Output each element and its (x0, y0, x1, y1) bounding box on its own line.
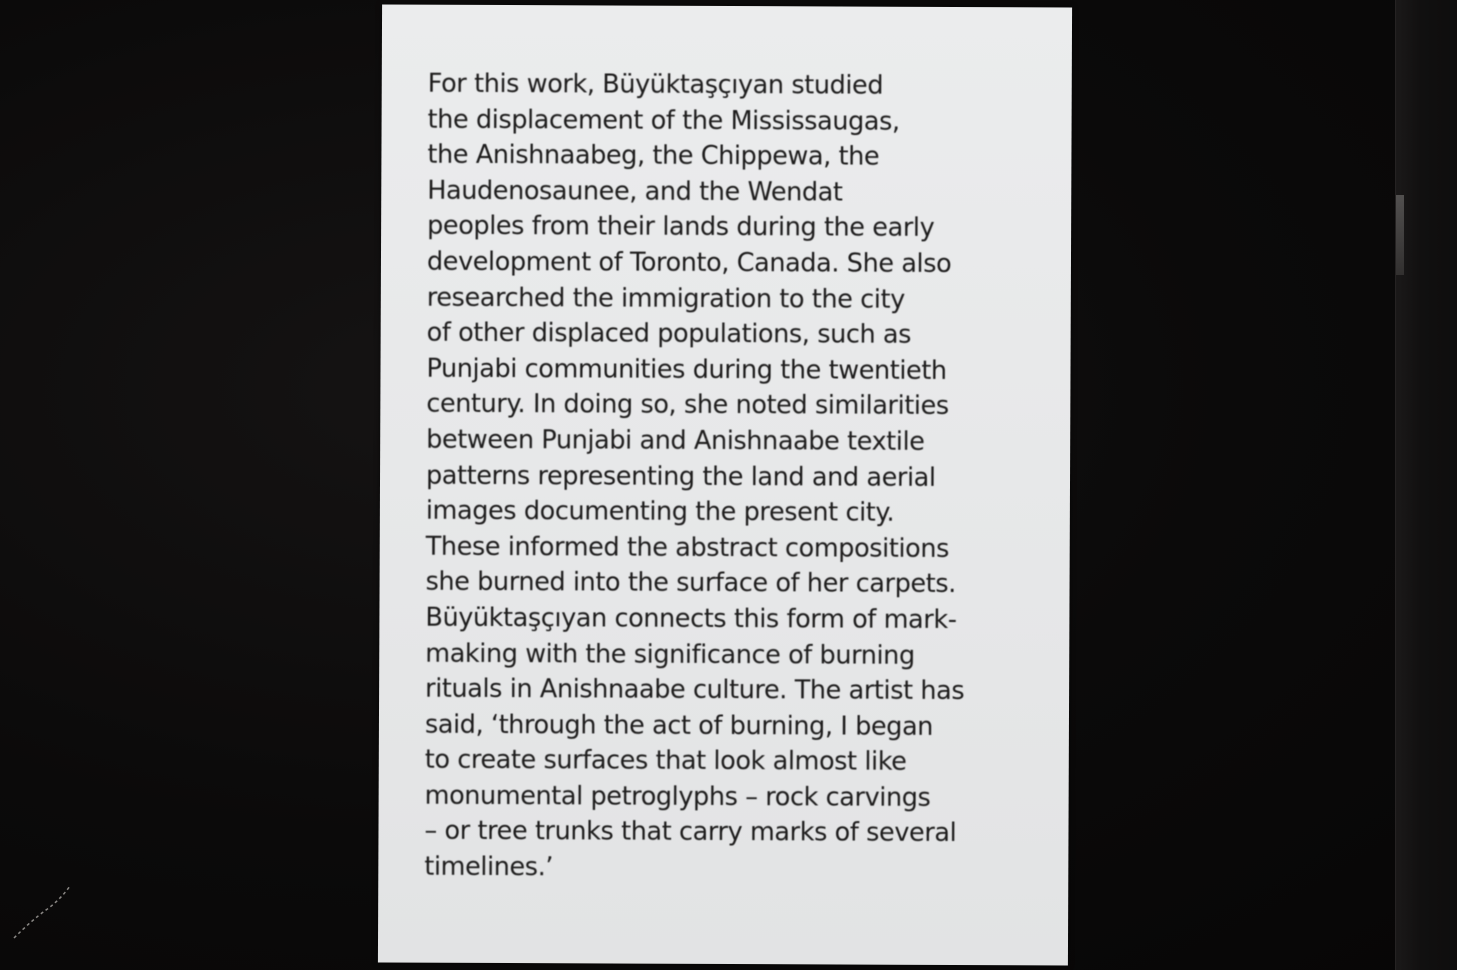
label-line: century. In doing so, she noted similarities (426, 389, 949, 422)
label-line: development of Toronto, Canada. She also (426, 246, 952, 279)
label-line: she burned into the surface of her carpets. (425, 567, 956, 600)
label-line: patterns representing the land and aerial (425, 460, 936, 493)
label-line: peoples from their lands during the early (427, 211, 935, 244)
adjacent-wall-panel (1395, 0, 1457, 970)
label-line: rituals in Anishnaabe culture. The artist has (425, 673, 965, 707)
label-line: making with the significance of burning (425, 638, 915, 671)
label-line: monumental petroglyphs – rock carvings (424, 780, 931, 813)
label-line: Haudenosaunee, and the Wendat (427, 175, 843, 208)
label-line: between Punjabi and Anishnaabe textile (426, 424, 925, 457)
label-line: Punjabi communities during the twentieth (426, 353, 947, 386)
label-line: timelines.’ (424, 851, 554, 883)
label-line: These informed the abstract compositions (425, 531, 950, 564)
label-line: – or tree trunks that carry marks of several (424, 816, 957, 849)
museum-wall-label (378, 4, 1072, 965)
label-line: images documenting the present city. (425, 495, 895, 528)
label-line: the Anishnaabeg, the Chippewa, the (427, 139, 880, 172)
label-line: to create surfaces that look almost like (424, 744, 907, 778)
label-line: researched the immigration to the city (426, 282, 905, 315)
label-line: said, ‘through the act of burning, I began (424, 709, 934, 742)
label-line: Büyüktaşçıyan connects this form of mark- (425, 602, 957, 635)
label-line: of other displaced populations, such as (426, 317, 912, 350)
label-line: the displacement of the Mississaugas, (427, 104, 900, 137)
label-line: For this work, Büyüktaşçıyan studied (427, 68, 884, 101)
stray-thread (12, 880, 72, 940)
label-text (424, 67, 1028, 888)
wall-fixture (1396, 195, 1404, 275)
